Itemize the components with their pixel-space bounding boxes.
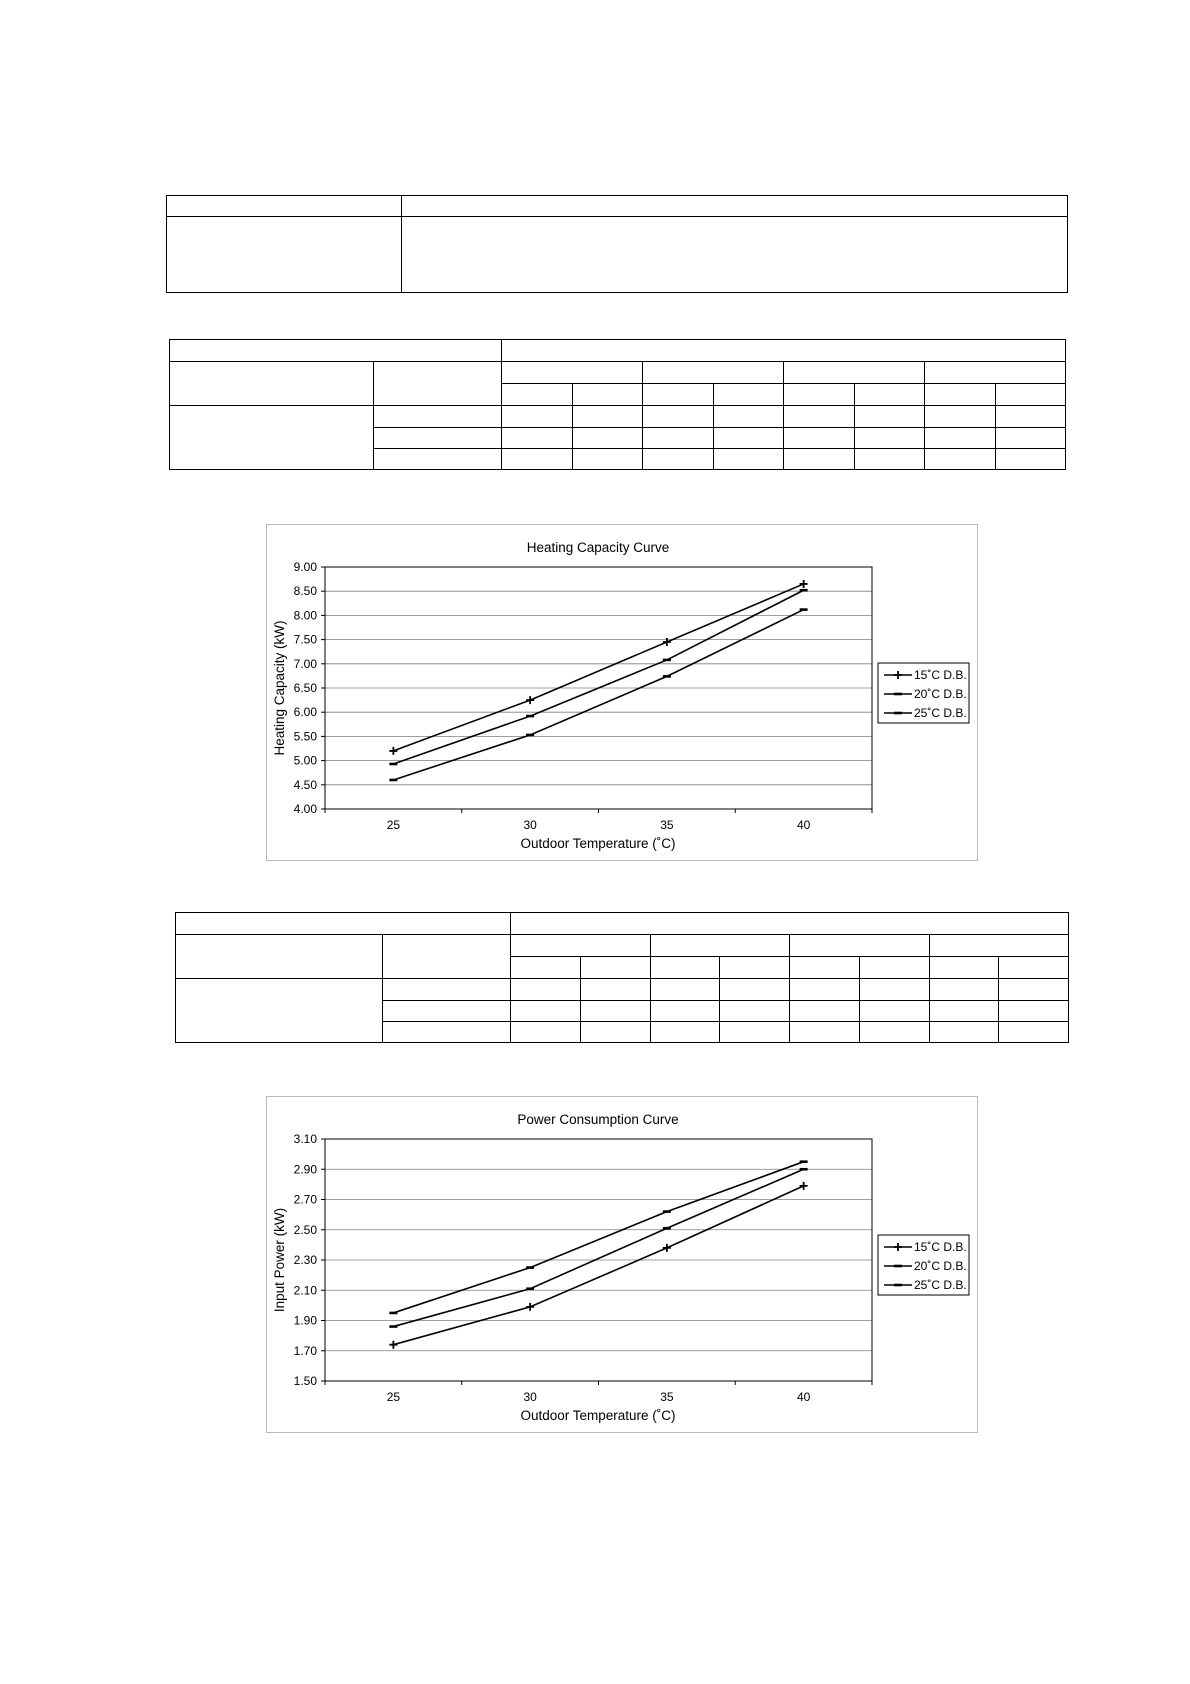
legend-label: 20˚C D.B. [914,687,967,701]
table-cell [999,1022,1069,1043]
spec-cell [167,217,402,293]
table-cell [650,957,720,979]
y-tick-labels [294,1132,318,1388]
table-cell [502,384,573,406]
y-tick-label: 9.00 [293,560,317,574]
legend-label: 15˚C D.B. [914,668,967,682]
legend [884,668,967,720]
data-point [800,580,808,588]
table-cell [511,1022,581,1043]
table-cell [643,406,714,428]
table-cell [929,1022,999,1043]
x-tick-label: 40 [796,818,811,832]
legend-label: 25˚C D.B. [914,706,967,720]
power-consumption-chart [266,1096,978,1433]
data-point [389,1341,397,1349]
heating-capacity-table [169,339,1066,470]
data-point [526,696,534,704]
power-consumption-table [175,912,1069,1043]
table-cell [176,979,383,1043]
table-cell [790,935,930,957]
table-cell [854,406,925,428]
table-cell [170,362,374,406]
table-cell [995,428,1066,449]
x-tick-labels [387,818,811,832]
y-tick-label: 6.50 [293,681,317,695]
x-tick-label: 40 [796,1390,811,1404]
table-cell [720,957,790,979]
table-cell [383,979,511,1001]
table-cell [929,935,1069,957]
table-cell [784,449,855,470]
y-tick-label: 1.90 [293,1313,317,1328]
table-cell [859,957,929,979]
data-point [526,1303,534,1311]
y-tick-label: 3.10 [293,1132,317,1146]
y-axis-label: Input Power (kW) [272,1207,287,1313]
table-cell [374,449,502,470]
series-line [393,610,803,780]
x-tick-label: 30 [523,1390,537,1404]
table-cell [580,1001,650,1022]
x-tick-label: 35 [660,1390,674,1404]
y-tick-label: 5.00 [293,753,317,768]
y-tick-label: 7.50 [293,632,317,647]
x-tick-label: 25 [386,1390,401,1404]
series-line [393,1169,803,1326]
table-cell [580,957,650,979]
table-cell [784,362,925,384]
table-cell [511,957,581,979]
table-cell [925,384,996,406]
y-tick-label: 1.70 [293,1343,317,1358]
table-cell [713,406,784,428]
table-cell [383,935,511,979]
legend-label: 25˚C D.B. [914,1278,967,1292]
y-tick-label: 8.00 [293,608,317,623]
table-cell [502,428,573,449]
table-cell [650,1001,720,1022]
table-cell [859,1022,929,1043]
chart-title: Heating Capacity Curve [526,540,670,555]
power-consumption-chart-svg [267,1097,977,1432]
spec-table [166,195,1068,293]
table-cell [176,935,383,979]
table-cell [374,362,502,406]
data-point [389,747,397,755]
table-cell [502,449,573,470]
y-tick-label: 6.00 [293,705,317,720]
x-tick-labels [387,1390,811,1404]
table-cell [511,935,651,957]
y-tick-label: 4.00 [293,802,317,816]
table-cell [720,979,790,1001]
spec-cell [402,217,1068,293]
spec-cell [167,196,402,217]
data-point [663,1244,671,1252]
table-cell [383,1001,511,1022]
table-cell [580,979,650,1001]
table-cell [784,384,855,406]
table-cell [170,340,502,362]
legend-label: 15˚C D.B. [914,1240,967,1254]
heating-capacity-chart [266,524,978,861]
legend-label: 20˚C D.B. [914,1259,967,1273]
table-cell [572,428,643,449]
table-cell [580,1022,650,1043]
table-cell [720,1001,790,1022]
table-cell [176,913,511,935]
table-cell [374,428,502,449]
table-cell [995,449,1066,470]
table-cell [854,449,925,470]
y-tick-label: 2.30 [293,1253,317,1267]
y-tick-label: 4.50 [293,777,317,792]
y-tick-label: 5.50 [293,729,317,744]
y-tick-label: 2.10 [293,1283,317,1298]
table-cell [643,428,714,449]
x-tick-label: 25 [386,818,401,832]
table-cell [999,1001,1069,1022]
x-tick-label: 35 [660,818,674,832]
table-cell [713,449,784,470]
y-tick-label: 2.70 [293,1192,317,1207]
table-cell [999,957,1069,979]
table-cell [929,979,999,1001]
table-cell [650,979,720,1001]
table-cell [650,935,790,957]
table-cell [925,428,996,449]
table-cell [925,362,1066,384]
spec-cell [402,196,1068,217]
table-cell [854,428,925,449]
table-cell [374,406,502,428]
table-cell [995,406,1066,428]
table-cell [511,1001,581,1022]
table-cell [929,957,999,979]
y-tick-labels [294,560,318,816]
table-cell [643,384,714,406]
table-cell [502,362,643,384]
table-cell [995,384,1066,406]
table-cell [859,979,929,1001]
table-cell [383,1022,511,1043]
data-point [800,1182,808,1190]
table-cell [784,406,855,428]
y-tick-label: 2.90 [293,1162,317,1177]
table-cell [572,449,643,470]
table-cell [790,1001,860,1022]
table-cell [859,1001,929,1022]
table-cell [502,406,573,428]
table-cell [643,449,714,470]
table-cell [502,340,1066,362]
table-cell [790,957,860,979]
table-cell [854,384,925,406]
table-cell [929,1001,999,1022]
heating-capacity-chart-svg [267,525,977,860]
table-cell [790,979,860,1001]
table-cell [650,1022,720,1043]
table-cell [925,449,996,470]
legend [884,1240,967,1292]
table-cell [511,913,1069,935]
table-cell [643,362,784,384]
table-cell [720,1022,790,1043]
y-axis-label: Heating Capacity (kW) [272,620,287,756]
y-tick-label: 8.50 [293,584,317,599]
table-cell [572,406,643,428]
table-cell [511,979,581,1001]
y-tick-label: 7.00 [293,656,317,671]
x-tick-label: 30 [523,818,537,832]
series-line [393,590,803,764]
chart-series [389,580,807,780]
y-tick-label: 1.50 [293,1374,317,1388]
y-tick-label: 2.50 [293,1222,317,1237]
table-cell [784,428,855,449]
series-line [393,584,803,751]
x-axis-label: Outdoor Temperature (˚C) [520,1408,676,1423]
x-axis-label: Outdoor Temperature (˚C) [520,836,676,851]
table-cell [170,406,374,470]
chart-title: Power Consumption Curve [517,1112,679,1127]
table-cell [713,428,784,449]
table-cell [925,406,996,428]
table-cell [790,1022,860,1043]
table-cell [713,384,784,406]
table-cell [572,384,643,406]
table-cell [999,979,1069,1001]
